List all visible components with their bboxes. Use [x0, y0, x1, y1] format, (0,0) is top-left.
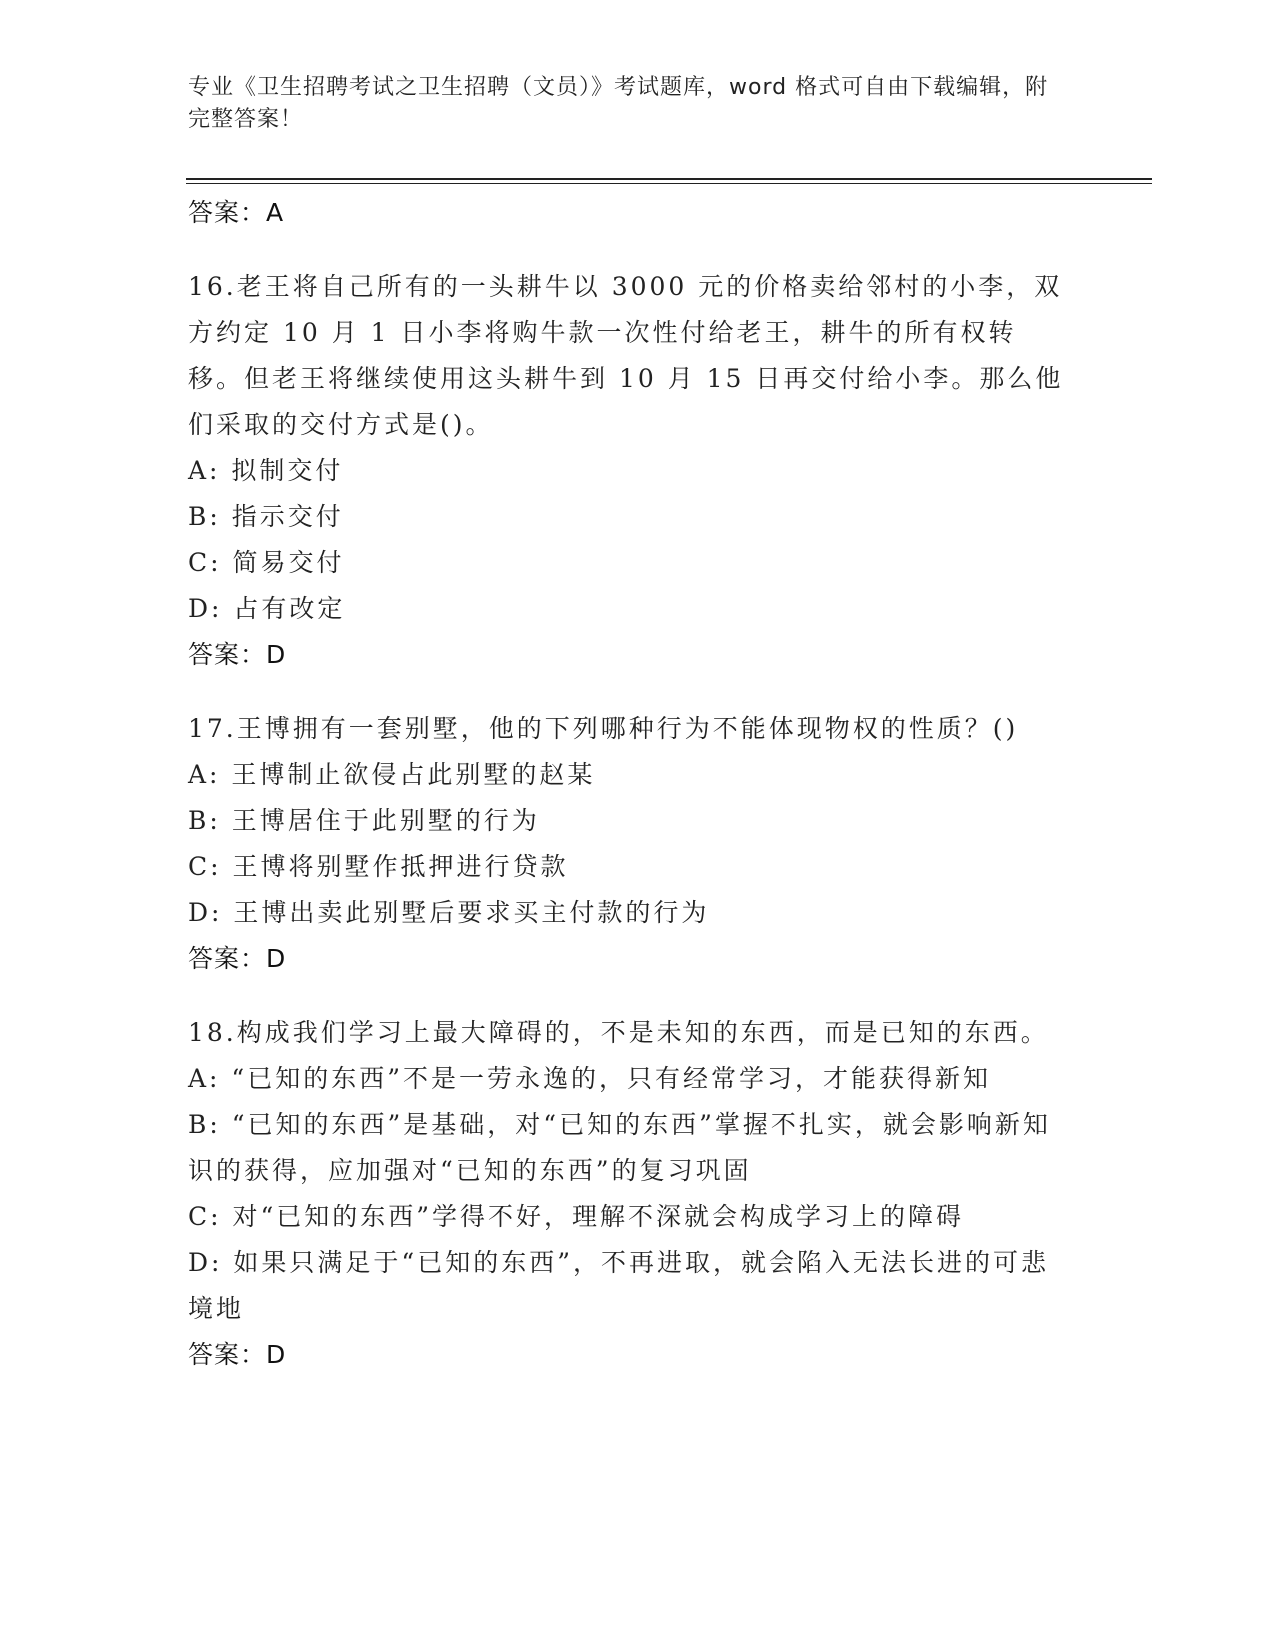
option-b: B: 指示交付	[188, 502, 344, 531]
option-b: B: 王博居住于此别墅的行为	[188, 806, 540, 835]
question-18	[188, 1010, 1088, 1378]
question-text: 17.王博拥有一套别墅，他的下列哪种行为不能体现物权的性质？()	[188, 714, 1019, 743]
option-a: A: “已知的东西”不是一劳永逸的，只有经常学习，才能获得新知	[188, 1064, 991, 1093]
question-16	[188, 264, 1088, 678]
page-header: 专业《卫生招聘考试之卫生招聘（文员）》考试题库，word 格式可自由下载编辑，附完整答案！	[188, 75, 1049, 132]
option-d: D: 王博出卖此别墅后要求买主付款的行为	[188, 898, 710, 927]
option-a: A: 王博制止欲侵占此别墅的赵某	[188, 760, 596, 789]
option-a: A: 拟制交付	[188, 456, 344, 485]
option-c: C: 对“已知的东西”学得不好，理解不深就会构成学习上的障碍	[188, 1202, 965, 1231]
option-b: B: “已知的东西”是基础，对“已知的东西”掌握不扎实，就会影响新知识的获得，应加强对“已知的东西”的复习巩固	[188, 1110, 1051, 1185]
answer: 答案：D	[188, 640, 287, 669]
answer: 答案：D	[188, 944, 287, 973]
question-text: 18.构成我们学习上最大障碍的，不是未知的东西，而是已知的东西。	[188, 1018, 1049, 1047]
option-d: D: 如果只满足于“已知的东西”，不再进取，就会陷入无法长进的可悲境地	[188, 1248, 1049, 1323]
header-divider-thin	[186, 183, 1152, 184]
option-c: C: 王博将别墅作抵押进行贷款	[188, 852, 569, 881]
question-text: 16.老王将自己所有的一头耕牛以 3000 元的价格卖给邻村的小李，双方约定 10 月 1 日小李将购牛款一次性付给老王，耕牛的所有权转移。但老王将继续使用这头耕牛到 10 月 15 日再交付给小李。那么他们采取的交付方式是()。	[188, 272, 1064, 439]
option-c: C: 简易交付	[188, 548, 345, 577]
question-17	[188, 706, 1088, 982]
prev-answer: 答案：A	[188, 198, 285, 227]
question-content	[188, 190, 1088, 1378]
answer: 答案：D	[188, 1340, 287, 1369]
option-d: D: 占有改定	[188, 594, 346, 623]
header-divider	[186, 178, 1152, 180]
